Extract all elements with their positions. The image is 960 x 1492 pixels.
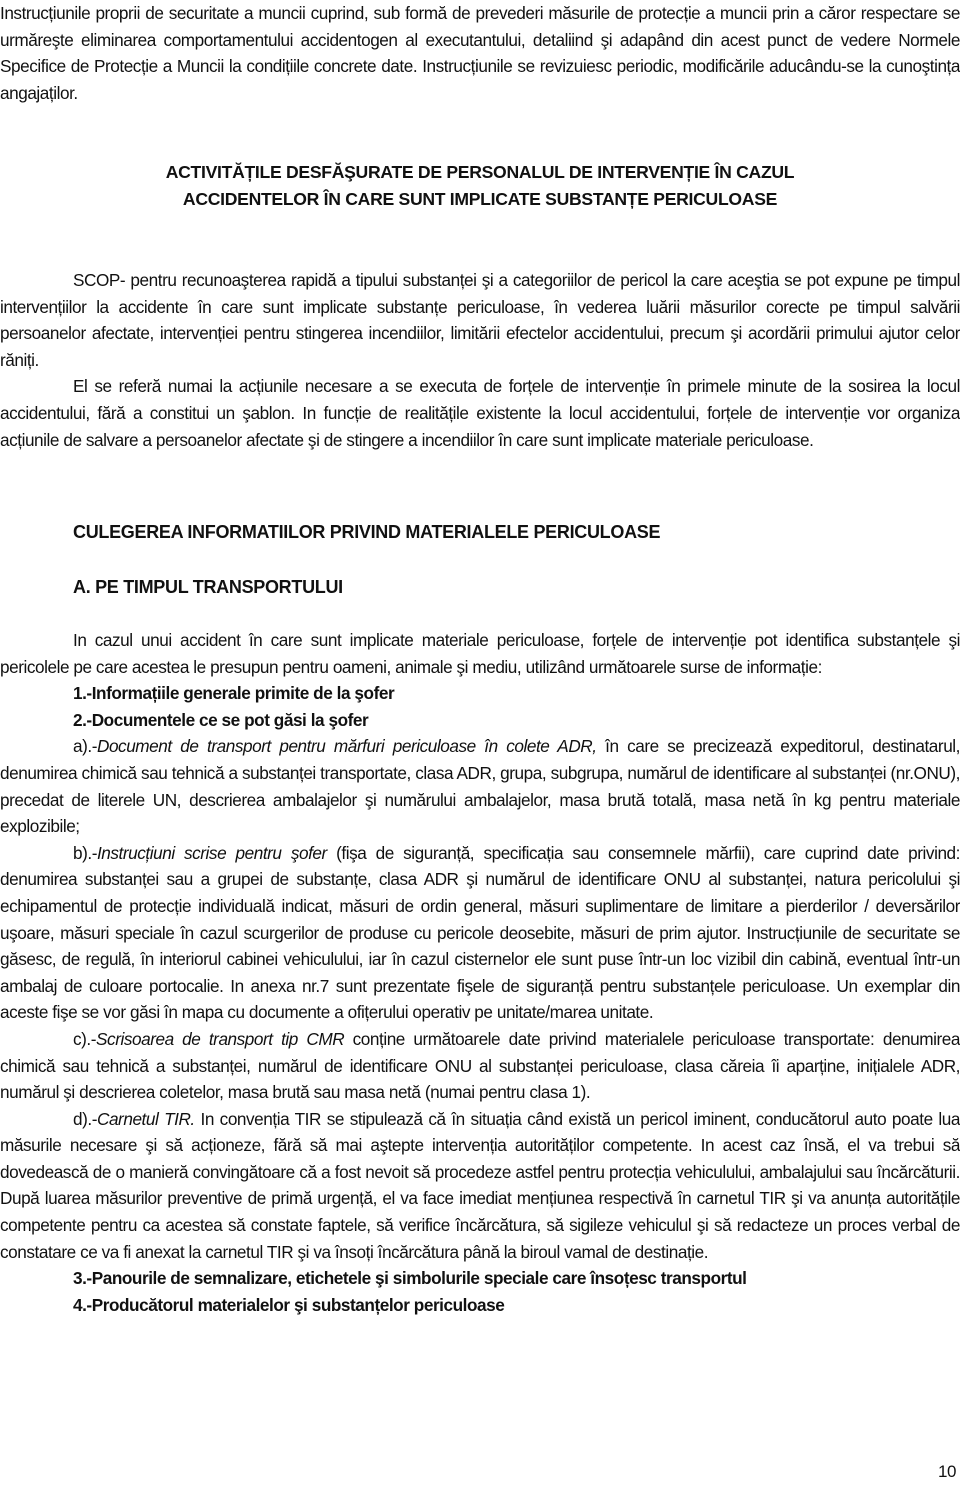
section-title-line1: ACTIVITĂȚILE DESFĂŞURATE DE PERSONALUL DE INTERVENȚIE ÎN CAZUL	[165, 162, 795, 182]
document-d-title: Carnetul TIR.	[96, 1108, 195, 1129]
document-b-text: (fişa de siguranță, specificația sau consemnele mărfii), care cuprind date privind: denumirea substanței sau a grupei de substanțe, clasa ADR şi numărul de identificare ONU al substanței, natura pericolului şi echipamentul de protecție individuală indicat, măsuri de ordin general, măsuri suplimentare de limitare a pierderilor / deversărilor uşoare, măsuri speciale în cazul scurgerilor de produse cu pericole deosebite, măsuri de prim ajutor. Instrucțiunile de securitate se găsesc, de regulă, în interiorul cabinei vehiculului, iar în cazul cisternelor ele sunt puse într-un loc vizibil din cabină, eventual într-un ambalaj de culoare portocalie. In anexa nr.7 sunt prezentate fişele de siguranță pentru substanțele periculoase. Un exemplar din aceste fişe se vor găsi în mapa cu documente a ofițerului operativ pe unitate/marea unitate.	[0, 842, 960, 1023]
document-d-text: In convenția TIR se stipulează că în situația când există un pericol iminent, conducătorul auto poate lua măsurile necesare şi să acționeze, fără să mai aştepte intervenția autorităților competente. In acest caz însă, el va trebui să dovedească de o manieră convingătoare că a fost nevoit să procedeze astfel pentru protecția vehiculului, ambalajului sau încărcăturii. După luarea măsurilor preventive de primă urgență, el va face imediat mențiunea respectivă în carnetul TIR şi va anunța autoritățile competente pentru ca acestea să constate faptele, să verifice încărcătura, să sigileze vehiculul şi să redacteze un proces verbal de constatare ce va fi anexat la carnetul TIR şi va însoți încărcătura până la biroul vamal de destinație.	[0, 1108, 960, 1262]
list-item-3: 3.-Panourile de semnalizare, etichetele şi simbolurile speciale care însoțesc transportul	[73, 1268, 747, 1289]
document-a-text: în care se precizează expeditorul, destinatarul, denumirea chimică sau tehnică a substanței transportate, clasa ADR, grupa, subgrupa, numărul de identificare al substanței (nr.ONU), precedat de literele UN, descrierea ambalajelor şi numărului ambalajelor, masa brută totală, masa netă în kg pentru materiale explozibile;	[0, 736, 960, 837]
heading-information-gathering: CULEGEREA INFORMATIILOR PRIVIND MATERIALELE PERICULOASE	[73, 522, 661, 542]
transport-block	[0, 627, 960, 1318]
document-d-paragraph	[0, 1106, 960, 1266]
list-item-1: 1.-Informațiile generale primite de la şofer	[73, 683, 395, 704]
document-c-text: conține următoarele date privind materialele periculoase transportate: denumirea chimică sau tehnică a substanței, numărul de identificare ONU al substanței periculoase, clasa căreia îi aparține, inițialele ADR, numărul şi descrierea coletelor, masa brută sau masa netă (numai pentru clasa 1).	[0, 1028, 960, 1103]
document-c-prefix: c).-	[73, 1028, 97, 1049]
scope-block	[0, 267, 960, 453]
accident-paragraph: In cazul unui accident în care sunt implicate materiale periculoase, forțele de intervenție pot identifica substanțele şi pericolele pe care acestea le presupun pentru oameni, animale şi mediu, utilizând următoarele surse de informație:	[0, 630, 960, 677]
document-b-title: Instrucțiuni scrise pentru şofer	[96, 842, 327, 863]
document-d-prefix: d).-	[73, 1108, 97, 1129]
intro-paragraph: Instrucțiunile proprii de securitate a muncii cuprind, sub formă de prevederi măsurile de protecție a muncii prin a căror respectare se urmăreşte eliminarea comportamentului accidentogen al executantului, detaliind şi adapând din acest punct de vedere Normele Specifice de Protecție a Muncii la condițiile concrete date. Instrucțiunile se revizuiesc periodic, modificările aducându-se la cunoştința angajaților.	[0, 3, 960, 103]
document-c-title: Scrisoarea de transport tip CMR	[96, 1028, 345, 1049]
scope-paragraph: SCOP- pentru recunoaşterea rapidă a tipului substanței şi a categoriilor de pericol la care aceştia se pot expune pe timpul intervențiilor la accidente în care sunt implicate substanțe periculoase, în vederea luării măsurilor corecte pe timpul salvării persoanelor afectate, intervenției pentru stingerea incendiilor, limitării efectelor accidentului, precum şi acordării primului ajutor celor răniți.	[0, 270, 960, 370]
document-a-paragraph	[0, 733, 960, 839]
reference-paragraph: El se referă numai la acțiunile necesare a se executa de forțele de intervenție în primele minute de la sosirea la locul accidentului, fără a constitui un şablon. In funcție de realitățile existente la locul accidentului, forțele de intervenție vor organiza acțiunile de salvare a persoanelor afectate şi de stingere a incendiilor în care sunt implicate materiale periculoase.	[0, 376, 960, 450]
list-item-2: 2.-Documentele ce se pot găsi la şofer	[73, 709, 369, 730]
heading-during-transport: A. PE TIMPUL TRANSPORTULUI	[73, 577, 343, 597]
section-title	[0, 159, 960, 213]
section-title-line2: ACCIDENTELOR ÎN CARE SUNT IMPLICATE SUBSTANȚE PERICULOASE	[182, 189, 778, 209]
page-number: 10	[937, 1462, 956, 1481]
document-a-title: Document de transport pentru mărfuri periculoase în colete ADR,	[96, 736, 597, 757]
document-a-prefix: a).-	[73, 736, 97, 757]
list-item-4: 4.-Producătorul materialelor şi substanțelor periculoase	[73, 1294, 505, 1315]
document-b-paragraph	[0, 840, 960, 1026]
document-c-paragraph	[0, 1026, 960, 1106]
document-b-prefix: b).-	[73, 842, 97, 863]
